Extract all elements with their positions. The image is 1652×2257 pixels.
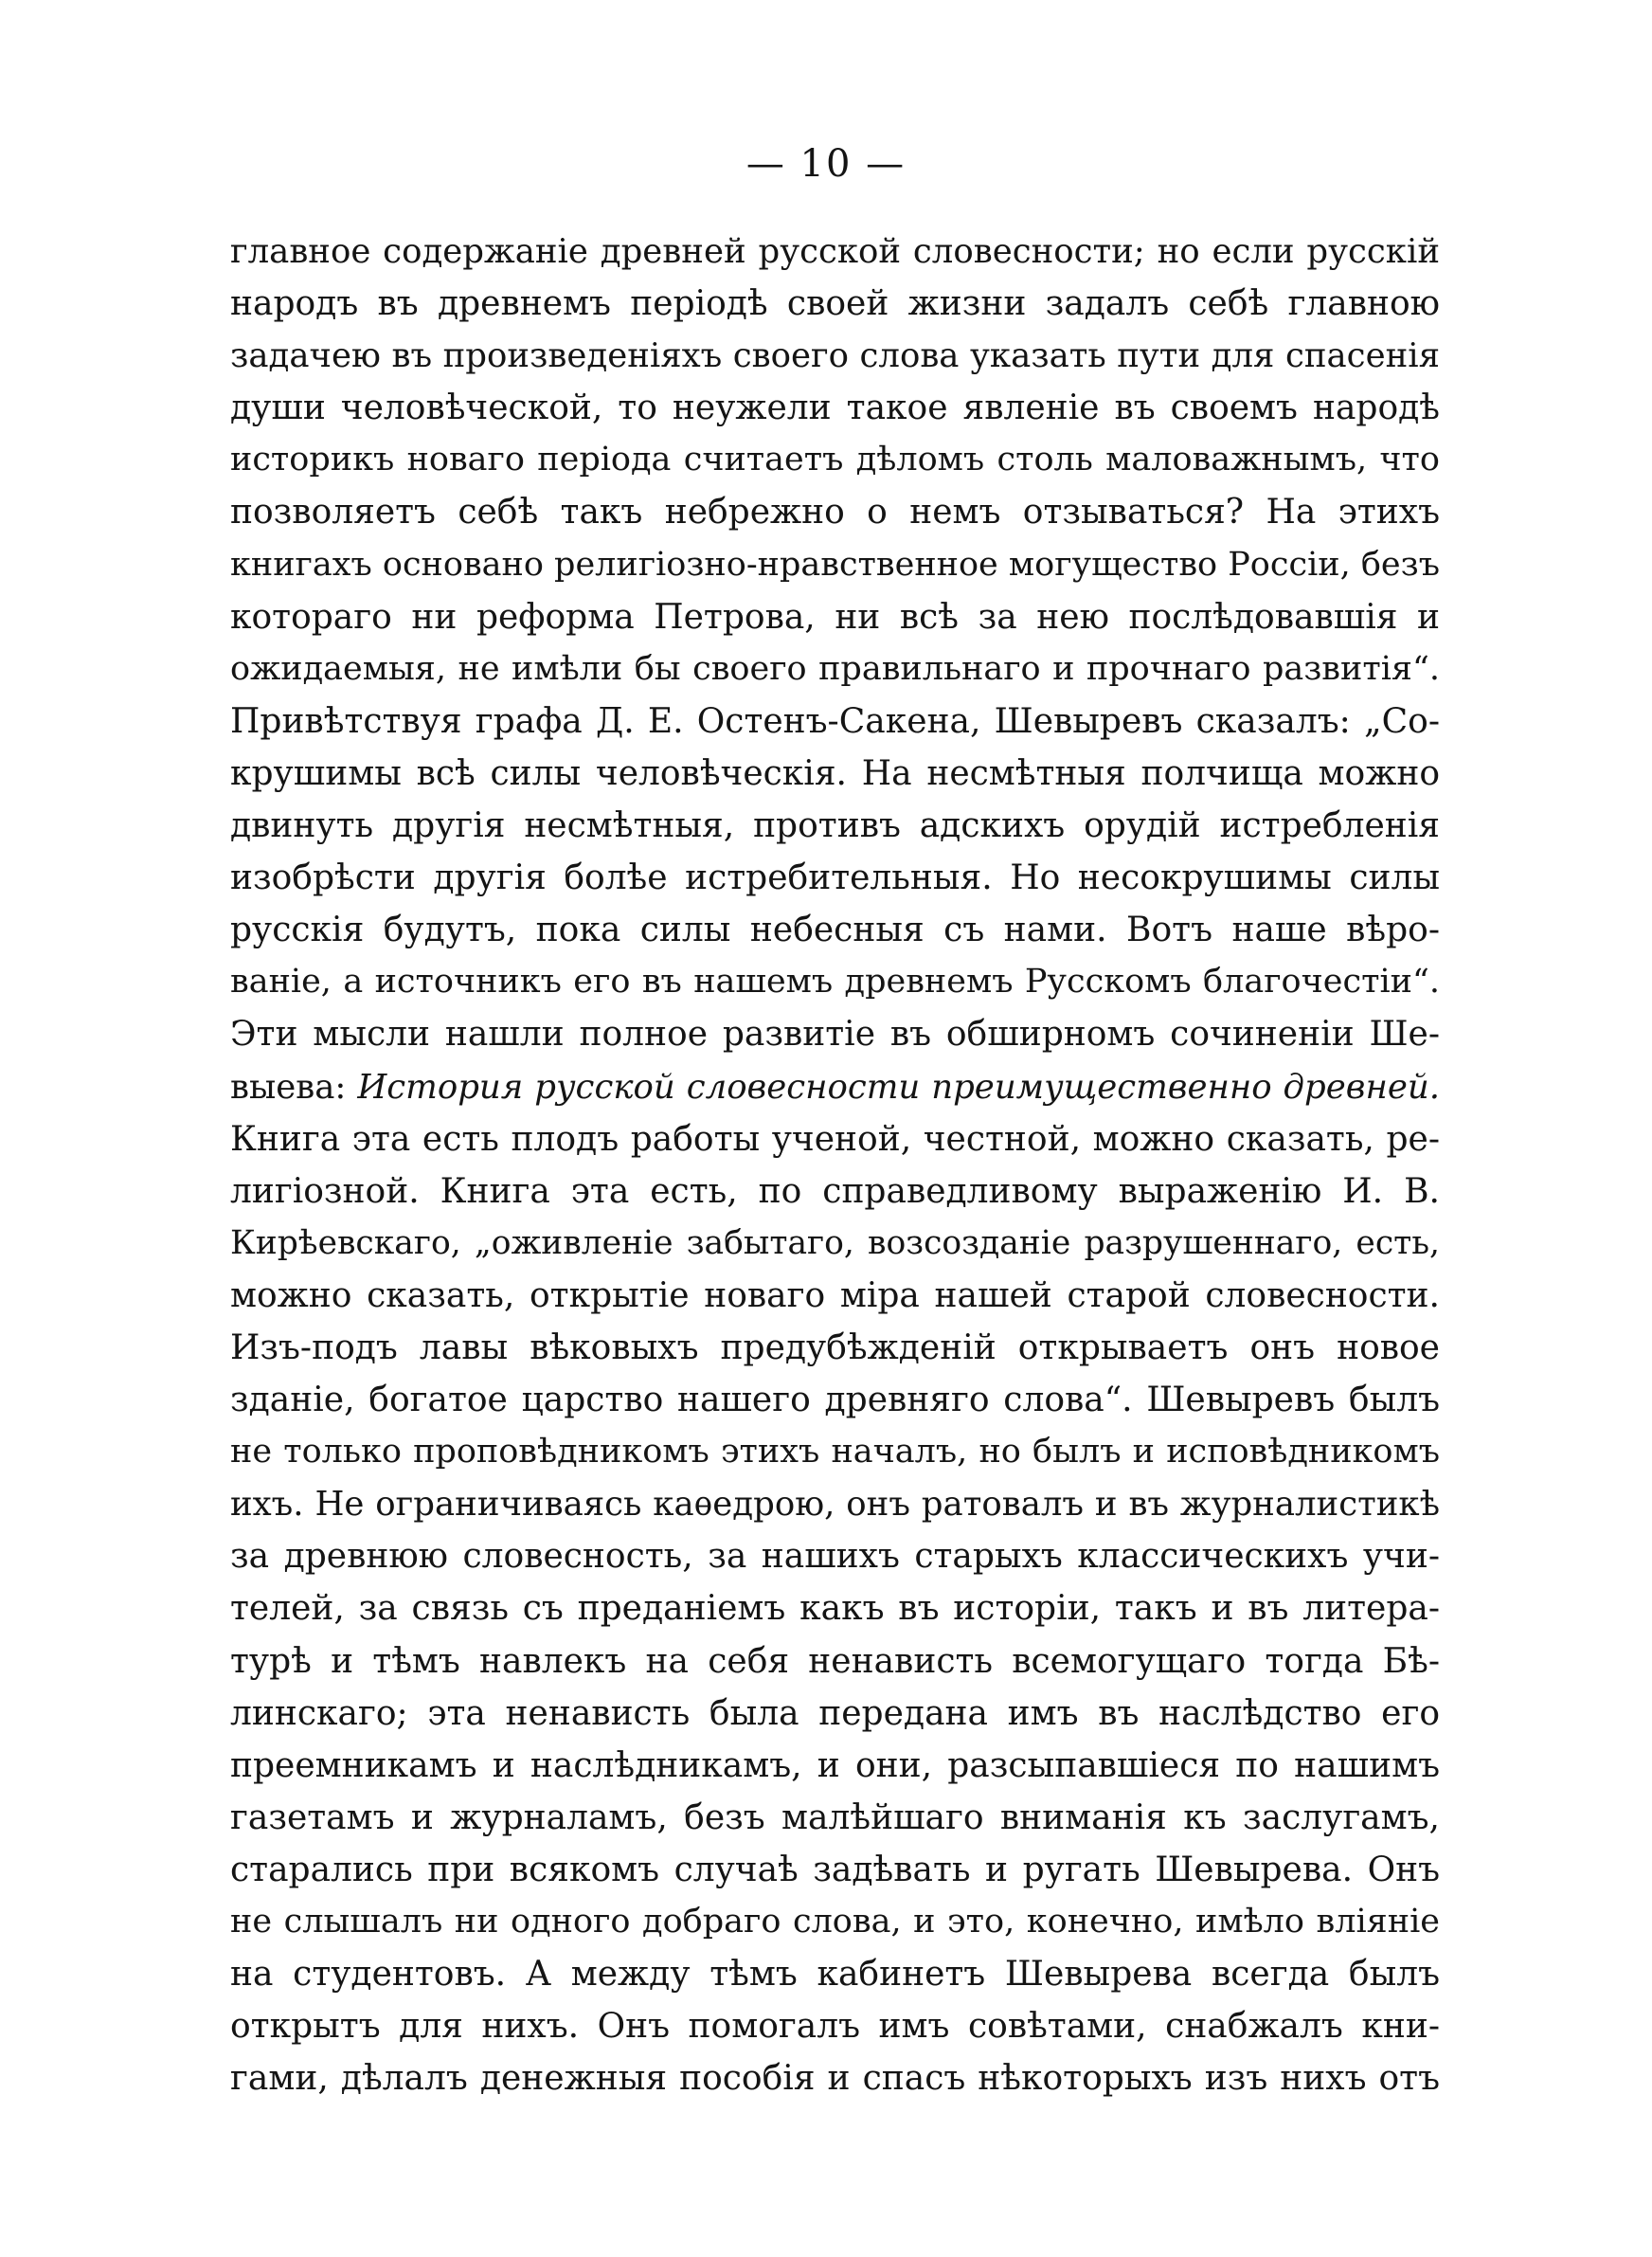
text-line: старались при всякомъ случаѣ задѣвать и ругать Шевырева. Онъ (230, 1850, 1440, 1889)
text-line-with-title (230, 1061, 1440, 1113)
text-line: ихъ. Не ограничиваясь каѳедрою, онъ ратовалъ и въ журналистикѣ (230, 1485, 1440, 1525)
text-line: историкъ новаго періода считаетъ дѣломъ столь маловажнымъ, что (230, 441, 1440, 479)
text-line: Привѣтствуя графа Д. Е. Остенъ-Сакена, Шевыревъ сказалъ: „Со- (230, 701, 1440, 741)
text-line: лигіозной. Книга эта есть, по справедливому выраженію И. В. (230, 1171, 1440, 1211)
text-line: Эти мысли нашли полное развитіе въ обширномъ сочиненіи Ше- (230, 1015, 1440, 1055)
text-line: двинуть другія несмѣтныя, противъ адскихъ орудій истребленія (230, 806, 1440, 846)
page-number: — 10 — (745, 142, 907, 186)
text-line: крушимы всѣ силы человѣческія. На несмѣтныя полчища можно (230, 753, 1440, 793)
text-line: можно сказать, открытіе новаго міра нашей старой словесности. (230, 1275, 1440, 1315)
text-line: позволяетъ себѣ такъ небрежно о немъ отзываться? На этихъ (230, 493, 1440, 533)
text-line: изобрѣсти другія болѣе истребительныя. Но несокрушимы силы (230, 858, 1440, 898)
text-line: души человѣческой, то неужели такое явленіе въ своемъ народѣ (230, 388, 1440, 428)
text-line: телей, за связь съ преданіемъ какъ въ исторіи, такъ и въ литера- (230, 1589, 1440, 1629)
text-line: книгахъ основано религіозно-нравственное могущество Россіи, безъ (230, 545, 1440, 584)
text-line: турѣ и тѣмъ навлекъ на себя ненависть всемогущаго тогда Бѣ- (230, 1641, 1440, 1681)
text-line: котораго ни реформа Петрова, ни всѣ за нею послѣдовавшія и (230, 597, 1440, 637)
text-line: ожидаемыя, не имѣли бы своего правильнаго и прочнаго развитія“. (230, 649, 1440, 688)
text-line: зданіе, богатое царство нашего древняго слова“. Шевыревъ былъ (230, 1381, 1440, 1420)
text-line: задачею въ произведеніяхъ своего слова указать пути для спасенія (230, 336, 1440, 376)
text-line: гами, дѣлалъ денежныя пособія и спасъ нѣкоторыхъ изъ нихъ отъ (230, 2059, 1440, 2099)
text-line: главное содержаніе древней русской словесности; но если русскій (230, 232, 1440, 271)
text-line: Кирѣевскаго, „оживленіе забытаго, возсозданіе разрушеннаго, есть, (230, 1223, 1440, 1262)
text-line: не слышалъ ни одного добраго слова, и это, конечно, имѣло вліяніе (230, 1903, 1440, 1941)
text-line: ваніе, а источникъ его въ нашемъ древнемъ Русскомъ благочестіи“. (230, 963, 1440, 1002)
text-line: не только проповѣдникомъ этихъ началъ, но былъ и исповѣдникомъ (230, 1433, 1440, 1472)
text-line: линскаго; эта ненависть была передана имъ въ наслѣдство его (230, 1693, 1440, 1733)
book-title: История русской словесности преимущественно древней. (357, 1067, 1440, 1107)
text-line: народъ въ древнемъ періодѣ своей жизни задалъ себѣ главною (230, 284, 1440, 324)
text-line: открытъ для нихъ. Онъ помогалъ имъ совѣтами, снабжалъ кни- (230, 2007, 1440, 2047)
text-line: газетамъ и журналамъ, безъ малѣйшаго вниманія къ заслугамъ, (230, 1797, 1440, 1837)
body-text (230, 226, 1440, 2104)
text-line: русскія будутъ, пока силы небесныя съ нами. Вотъ наше вѣро- (230, 911, 1440, 950)
text-line: преемникамъ и наслѣдникамъ, и они, разсыпавшіеся по нашимъ (230, 1745, 1440, 1785)
text-line: Книга эта есть плодъ работы ученой, честной, можно сказать, ре- (230, 1119, 1440, 1159)
text-line: на студентовъ. А между тѣмъ кабинетъ Шевырева всегда былъ (230, 1955, 1440, 1995)
text-line: за древнюю словесность, за нашихъ старыхъ классическихъ учи- (230, 1537, 1440, 1577)
text-line: Изъ-подъ лавы вѣковыхъ предубѣжденій открываетъ онъ новое (230, 1327, 1440, 1367)
text-fragment: выева: (230, 1067, 347, 1107)
